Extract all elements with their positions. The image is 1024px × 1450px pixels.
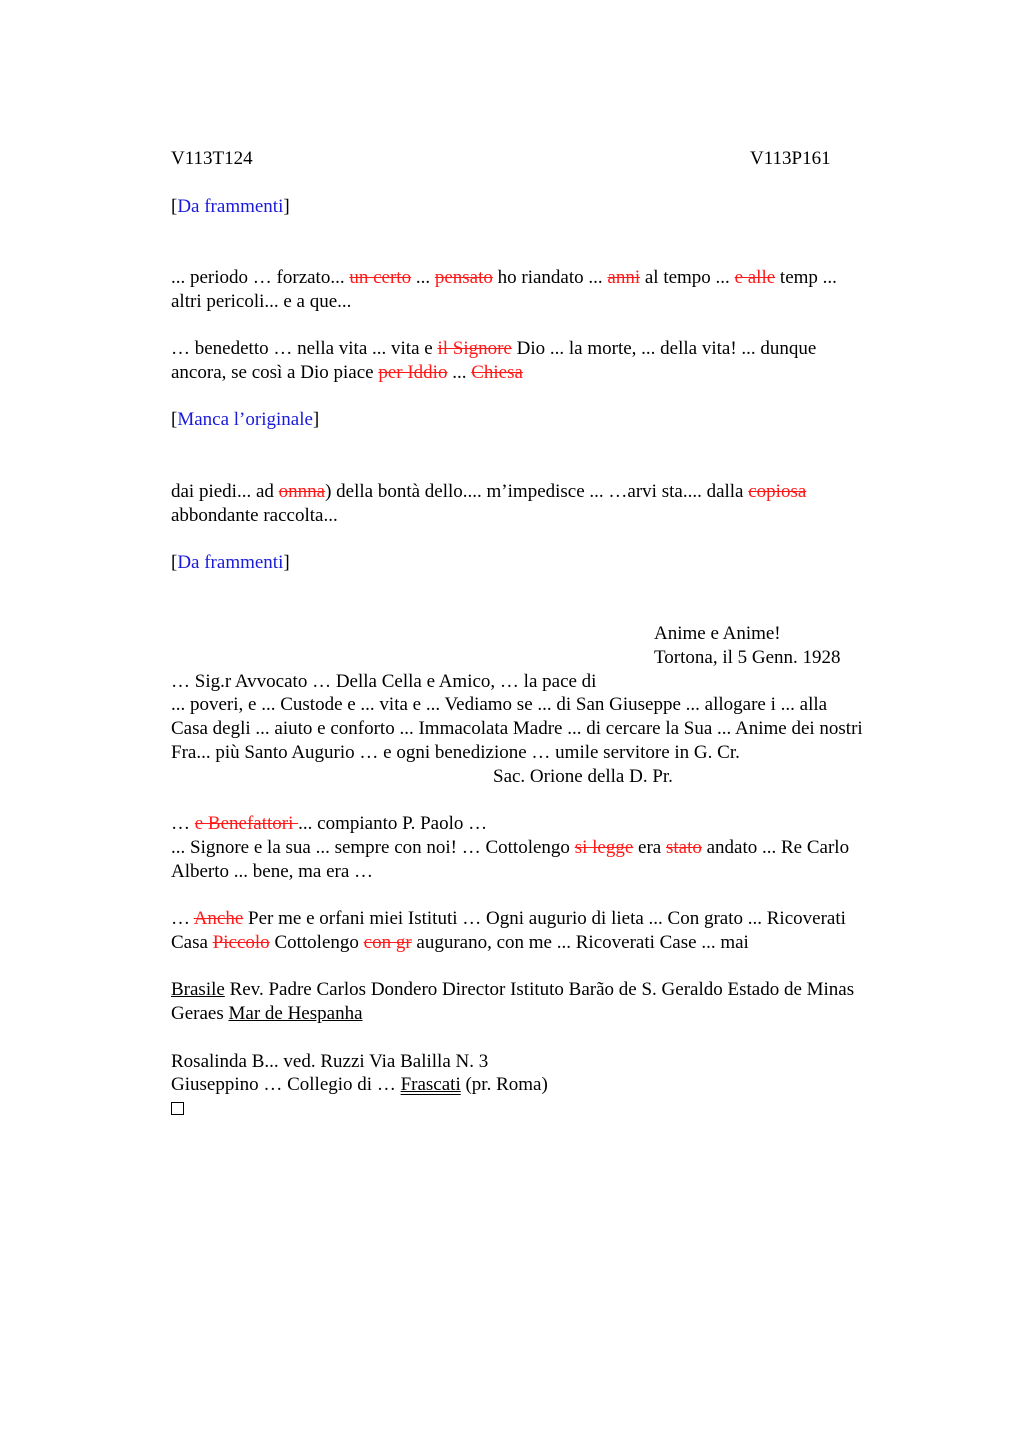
paragraph-line: Giuseppino … Collegio di … Frascati (pr. Roma): [171, 1074, 548, 1095]
deleted-text: con gr: [363, 932, 412, 953]
editorial-note-text: Da frammenti: [177, 196, 284, 217]
double-underlined-text: Frascati: [400, 1074, 461, 1095]
deleted-text: e Benefattori: [194, 813, 299, 834]
paragraph-line: … Anche Per me e orfani miei Istituti … Ogni augurio di lieta ... Con grato ... Ricoverati: [171, 908, 846, 929]
paragraph-line: … e Benefattori ... compianto P. Paolo …: [171, 813, 488, 834]
paragraph-line: ... periodo … forzato... un certo ... pensato ho riandato ... anni al tempo ... e alle temp ...: [171, 267, 837, 288]
deleted-text: per Iddio: [378, 362, 448, 383]
letter-title: Anime e Anime!: [654, 623, 781, 644]
deleted-text: un certo: [349, 267, 412, 288]
deleted-text: si legge: [574, 837, 634, 858]
deleted-text: pensato: [434, 267, 493, 288]
paragraph-line: ancora, se così a Dio piace per Iddio ... Chiesa: [171, 362, 523, 383]
letter-line: ... poveri, e ... Custode e ... vita e ... Vediamo se ... di San Giuseppe ... allogare i ... alla: [171, 694, 828, 715]
deleted-text: Piccolo: [212, 932, 270, 953]
paragraph-line: Brasile Rev. Padre Carlos Dondero Director Istituto Barão de S. Geraldo Estado de Minas: [171, 979, 855, 1000]
paragraph-line: abbondante raccolta...: [171, 505, 338, 526]
underlined-text: Mar de Hespanha: [228, 1003, 363, 1024]
deleted-text: onnna: [278, 481, 326, 502]
paragraph-line: altri pericoli... e a que...: [171, 291, 352, 312]
letter-dateline: Tortona, il 5 Genn. 1928: [654, 647, 841, 668]
header-right-code: V113P161: [750, 148, 831, 169]
paragraph-line: Alberto ... bene, ma era …: [171, 861, 374, 882]
deleted-text: il Signore: [437, 338, 512, 359]
paragraph-line: … benedetto … nella vita ... vita e il Signore Dio ... la morte, ... della vita! ... dunque: [171, 338, 817, 359]
paragraph-line: Rosalinda B... ved. Ruzzi Via Balilla N. 3: [171, 1051, 489, 1072]
letter-line: Fra... più Santo Augurio … e ogni benedizione … umile servitore in G. Cr.: [171, 742, 740, 763]
letter-signature: Sac. Orione della D. Pr.: [493, 766, 673, 787]
editorial-note-text: Manca l’originale: [177, 409, 313, 430]
header-left-code: V113T124: [171, 148, 253, 169]
editorial-note: [Da frammenti]: [171, 196, 290, 217]
deleted-text: e alle: [734, 267, 776, 288]
deleted-text: stato: [665, 837, 702, 858]
underlined-text: Brasile: [171, 979, 225, 1000]
deleted-text: copiosa: [748, 481, 807, 502]
editorial-note: [Manca l’originale]: [171, 409, 320, 430]
deleted-text: anni: [607, 267, 641, 288]
deleted-text: Anche: [193, 908, 244, 929]
paragraph-line: ... Signore e la sua ... sempre con noi! … Cottolengo si legge era stato andato ... Re Carlo: [171, 837, 850, 858]
editorial-note: [Da frammenti]: [171, 552, 290, 573]
editorial-note-text: Da frammenti: [177, 552, 284, 573]
checkbox-square-icon: [171, 1102, 184, 1115]
letter-line: Casa degli ... aiuto e conforto ... Immacolata Madre ... di cercare la Sua ... Anime dei nostri: [171, 718, 863, 739]
paragraph-line: Casa Piccolo Cottolengo con gr augurano, con me ... Ricoverati Case ... mai: [171, 932, 749, 953]
paragraph-line: dai piedi... ad onnna) della bontà dello.... m’impedisce ... …arvi sta.... dalla copiosa: [171, 481, 807, 502]
letter-line: … Sig.r Avvocato … Della Cella e Amico, … la pace di: [171, 671, 597, 692]
paragraph-line: Geraes Mar de Hespanha: [171, 1003, 363, 1024]
deleted-text: Chiesa: [471, 362, 523, 383]
